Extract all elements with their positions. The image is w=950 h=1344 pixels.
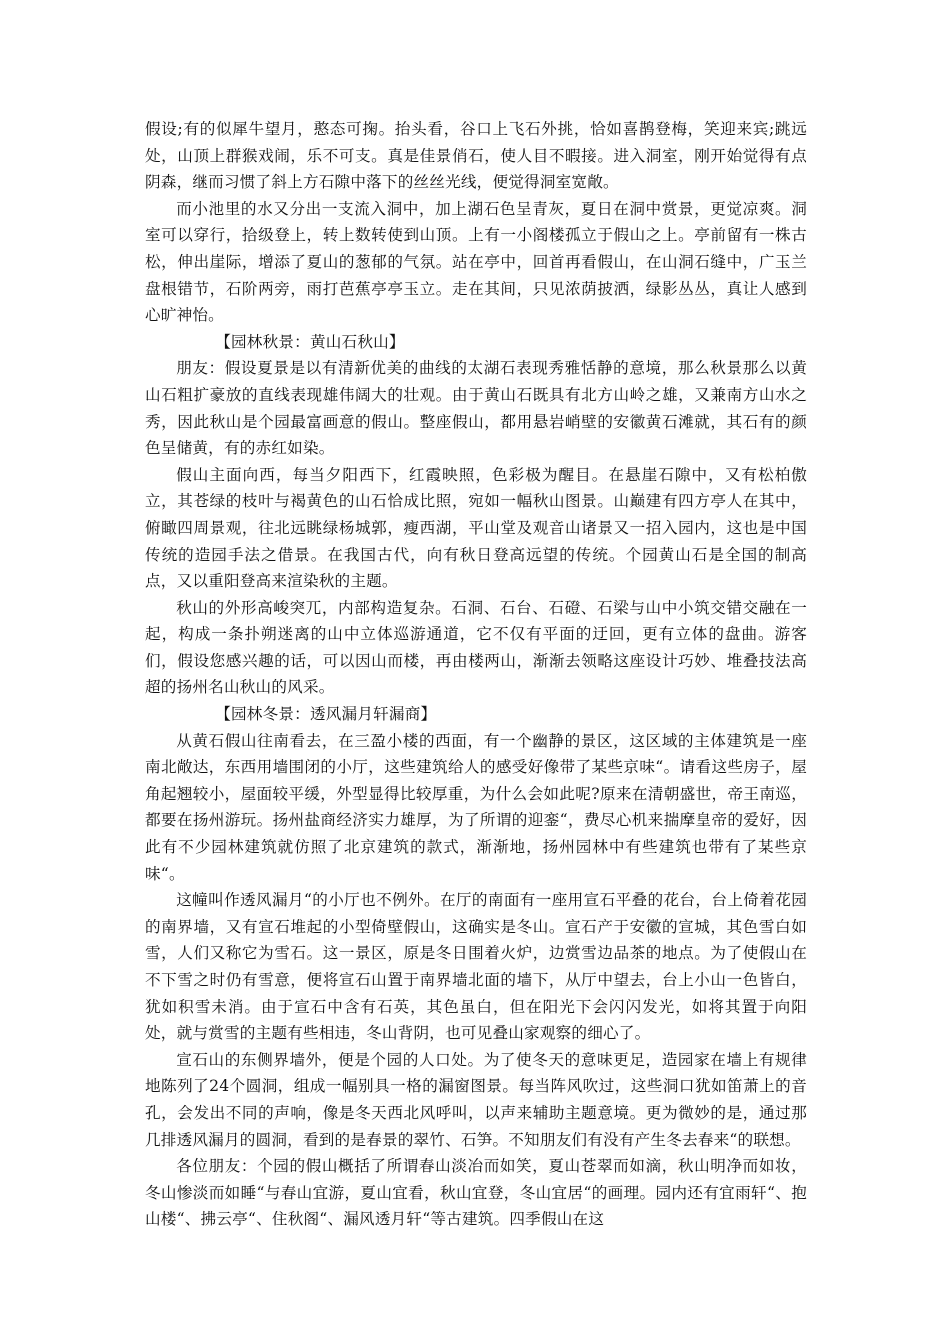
document-page xyxy=(145,116,807,1233)
paragraph: 朋友：假设夏景是以有清新优美的曲线的太湖石表现秀雅恬静的意境，那么秋景那么以黄山石粗扩豪放的直线表现雄伟阔大的壮观。由于黄山石既具有北方山岭之雄，又兼南方山水之秀，因此秋山是个园最富画意的假山。整座假山，都用悬岩峭壁的安徽黄石滩就，其石有的颜色呈储黄，有的赤红如染。 xyxy=(145,359,807,458)
paragraph: 这幢叫作透风漏月“的小厅也不例外。在厅的南面有一座用宣石平叠的花台，台上倚着花园的南界墙，又有宣石堆起的小型倚壁假山，这确实是冬山。宣石产于安徽的宣城，其色雪白如雪，人们又称它为雪石。这一景区，原是冬日围着火炉，边赏雪边品茶的地点。为了使假山在不下雪之时仍有雪意，便将宣石山置于南界墙北面的墙下，从厅中望去，台上小山一色皆白，犹如积雪未消。由于宣石中含有石英，其色虽白，但在阳光下会闪闪发光，如将其置于向阳处，就与赏雪的主题有些相违，冬山背阴，也可见叠山家观察的细心了。 xyxy=(145,891,807,1043)
section-heading: 【园林冬景：透风漏月轩漏商】 xyxy=(215,705,437,724)
paragraph: 而小池里的水又分出一支流入洞中，加上湖石色呈青灰，夏日在洞中赏景，更觉凉爽。洞室可以穿行，拾级登上，转上数转使到山顶。上有一小阁楼孤立于假山之上。亭前留有一株古松，伸出崖际，增添了夏山的葱郁的气氛。站在亭中，回首再看假山，在山洞石缝中，广玉兰盘根错节，石阶两旁，雨打芭蕉亭亭玉立。走在其间，只见浓荫披洒，绿影丛丛，真让人感到心旷神怡。 xyxy=(145,199,807,325)
paragraph: 从黄石假山往南看去，在三盈小楼的西面，有一个幽静的景区，这区域的主体建筑是一座南北敞达，东西用墙围闭的小厅，这些建筑给人的感受好像带了某些京味“。请看这些房子，屋角起翘较小，屋面较平缓，外型显得比较厚重，为什么会如此呢?原来在清朝盛世，帝王南巡，都要在扬州游玩。扬州盐商经济实力雄厚，为了所谓的迎銮“，费尽心机来揣摩皇帝的爱好，因此有不少园林建筑就仿照了北京建筑的款式，渐渐地，扬州园林中有些建筑也带有了某些京味“。 xyxy=(145,731,807,883)
paragraph: 各位朋友：个园的假山概括了所谓春山淡冶而如笑，夏山苍翠而如滴，秋山明净而如妆，冬山惨淡而如睡“与春山宜游，夏山宜看，秋山宜登，冬山宜居“的画理。园内还有宜雨轩“、抱山楼“、拂云亭“、住秋阁“、漏风透月轩“等古建筑。四季假山在这 xyxy=(145,1157,807,1229)
section-heading: 【园林秋景：黄山石秋山】 xyxy=(215,332,405,351)
paragraph: 假设;有的似犀牛望月，憨态可掬。抬头看，谷口上飞石外挑，恰如喜鹊登梅，笑迎来宾;跳远处，山顶上群猴戏闹，乐不可支。真是佳景俏石，使人目不暇接。进入洞室，刚开始觉得有点阴森，继而习惯了斜上方石隙中落下的丝丝光线，便觉得洞室宽敞。 xyxy=(145,120,807,192)
paragraph: 假山主面向西，每当夕阳西下，红霞映照，色彩极为醒目。在悬崖石隙中，又有松柏傲立，其苍绿的枝叶与褐黄色的山石恰成比照，宛如一幅秋山图景。山巅建有四方亭人在其中，俯瞰四周景观，往北远眺绿杨城郭，瘦西湖，平山堂及观音山诸景又一招入园内，这也是中国传统的造园手法之借景。在我国古代，向有秋日登高远望的传统。个园黄山石是全国的制高点，又以重阳登高来渲染秋的主题。 xyxy=(145,465,807,591)
paragraph: 秋山的外形高峻突兀，内部构造复杂。石洞、石台、石磴、石梁与山中小筑交错交融在一起，构成一条扑朔迷离的山中立体巡游通道，它不仅有平面的迂回，更有立体的盘曲。游客们，假设您感兴趣的话，可以因山而楼，再由楼两山，渐渐去领略这座设计巧妙、堆叠技法高超的扬州名山秋山的风采。 xyxy=(145,598,807,697)
paragraph: 宣石山的东侧界墙外，便是个园的人口处。为了使冬天的意味更足，造园家在墙上有规律地陈列了24个圆洞，组成一幅别具一格的漏窗图景。每当阵风吹过，这些洞口犹如笛萧上的音孔，会发出不同的声响，像是冬天西北风呼叫，以声来辅助主题意境。更为微妙的是，通过那几排透风漏月的圆洞，看到的是春景的翠竹、石笋。不知朋友们有没有产生冬去春来“的联想。 xyxy=(145,1050,807,1149)
